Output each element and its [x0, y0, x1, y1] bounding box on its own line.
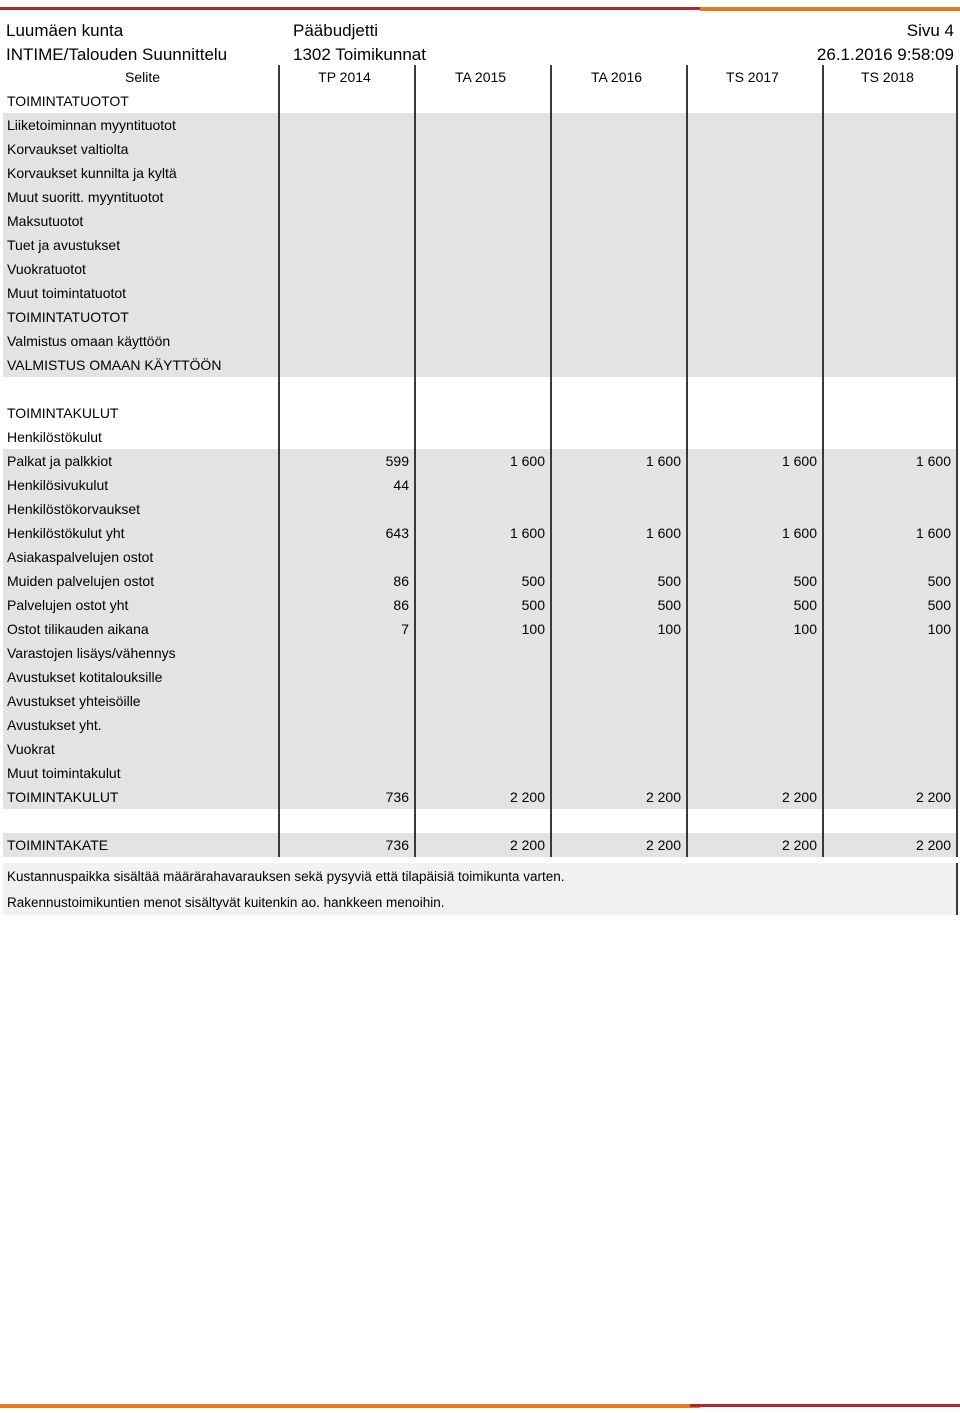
row-value	[550, 425, 686, 449]
table-row	[3, 113, 958, 137]
table-row	[3, 89, 958, 113]
row-value: 2 200	[550, 833, 686, 857]
row-value	[550, 641, 686, 665]
table-row	[3, 569, 958, 593]
row-value	[550, 545, 686, 569]
row-value	[686, 497, 822, 521]
row-value	[550, 689, 686, 713]
row-value	[414, 425, 550, 449]
row-label: Korvaukset kunnilta ja kyltä	[7, 165, 177, 181]
row-value	[822, 497, 958, 521]
table-row	[3, 833, 958, 857]
table-row	[3, 617, 958, 641]
table-row	[3, 233, 958, 257]
bottom-orange-stripe	[0, 1404, 700, 1408]
row-value: 500	[414, 593, 550, 617]
row-value	[686, 641, 822, 665]
row-value	[822, 281, 958, 305]
table-row	[3, 497, 958, 521]
row-value	[414, 89, 550, 113]
row-value	[686, 809, 822, 833]
table-row	[3, 809, 958, 833]
row-value	[822, 209, 958, 233]
table-row	[3, 257, 958, 281]
row-label: Vuokrat	[7, 741, 55, 757]
row-value	[414, 473, 550, 497]
row-value	[686, 233, 822, 257]
row-value	[278, 377, 414, 401]
row-value: 2 200	[822, 833, 958, 857]
table-row	[3, 305, 958, 329]
table-row	[3, 281, 958, 305]
bottom-decor-bar	[0, 1404, 960, 1409]
row-value	[414, 281, 550, 305]
row-value	[686, 473, 822, 497]
row-label: Muut toimintakulut	[7, 765, 121, 781]
top-decor-bar	[0, 7, 960, 12]
row-label: Tuet ja avustukset	[7, 237, 121, 253]
row-value	[278, 353, 414, 377]
row-value	[550, 713, 686, 737]
row-value	[686, 377, 822, 401]
row-value	[686, 353, 822, 377]
row-value: 1 600	[822, 521, 958, 545]
row-value: 736	[278, 833, 414, 857]
row-value	[278, 233, 414, 257]
table-row	[3, 449, 958, 473]
column-header-ts2017: TS 2017	[686, 65, 822, 89]
row-value: 1 600	[414, 521, 550, 545]
table-row	[3, 425, 958, 449]
row-value	[822, 425, 958, 449]
table-header-row	[3, 65, 958, 89]
row-value	[822, 641, 958, 665]
org-name: Luumäen kunta	[6, 21, 124, 40]
row-value	[550, 473, 686, 497]
row-value	[686, 737, 822, 761]
row-value	[414, 161, 550, 185]
row-value	[822, 737, 958, 761]
footnote: Rakennustoimikuntien menot sisältyvät kuitenkin ao. hankkeen menoihin.	[3, 889, 958, 915]
row-value	[414, 713, 550, 737]
table-row	[3, 737, 958, 761]
row-value	[414, 497, 550, 521]
column-header-selite: Selite	[124, 69, 161, 85]
row-value	[414, 137, 550, 161]
row-value: 1 600	[550, 521, 686, 545]
row-value	[278, 281, 414, 305]
row-value	[550, 401, 686, 425]
row-value	[822, 233, 958, 257]
row-value	[686, 305, 822, 329]
table-row	[3, 209, 958, 233]
row-value: 100	[686, 617, 822, 641]
row-label: Avustukset yhteisöille	[7, 693, 141, 709]
column-header-ts2018: TS 2018	[822, 65, 958, 89]
row-value	[822, 137, 958, 161]
row-value	[822, 401, 958, 425]
row-value	[278, 257, 414, 281]
row-value	[278, 185, 414, 209]
row-value	[686, 665, 822, 689]
row-value	[550, 329, 686, 353]
row-value	[822, 809, 958, 833]
row-label: TOIMINTATUOTOT	[7, 309, 129, 325]
row-value: 500	[550, 593, 686, 617]
row-label: Korvaukset valtiolta	[7, 141, 129, 157]
row-value	[550, 137, 686, 161]
row-value: 7	[278, 617, 414, 641]
row-value	[414, 305, 550, 329]
row-value: 500	[550, 569, 686, 593]
report-timestamp: 26.1.2016 9:58:09	[816, 45, 954, 64]
row-value: 1 600	[822, 449, 958, 473]
row-value	[414, 545, 550, 569]
row-value: 500	[414, 569, 550, 593]
row-value	[822, 473, 958, 497]
row-value	[550, 305, 686, 329]
row-label: Henkilöstökulut	[7, 429, 102, 445]
row-value	[822, 329, 958, 353]
row-label: Liiketoiminnan myyntituotot	[7, 117, 176, 133]
row-value	[550, 809, 686, 833]
table-row	[3, 377, 958, 401]
row-label: TOIMINTAKULUT	[7, 789, 119, 805]
row-value	[550, 737, 686, 761]
row-label: Palkat ja palkkiot	[7, 453, 113, 469]
row-value	[550, 113, 686, 137]
row-value	[822, 161, 958, 185]
row-value	[822, 353, 958, 377]
footnote: Kustannuspaikka sisältää määrärahavarauksen sekä pysyviä että tilapäisiä toimikunta varten.	[3, 863, 958, 889]
row-value	[686, 713, 822, 737]
table-row	[3, 137, 958, 161]
row-value	[414, 233, 550, 257]
table-row	[3, 761, 958, 785]
row-value	[822, 185, 958, 209]
row-value	[278, 497, 414, 521]
row-value	[278, 425, 414, 449]
row-label: Avustukset kotitalouksille	[7, 669, 163, 685]
row-value	[550, 497, 686, 521]
row-value	[414, 689, 550, 713]
row-value: 500	[822, 569, 958, 593]
row-value	[822, 305, 958, 329]
row-value	[278, 737, 414, 761]
row-value	[686, 545, 822, 569]
row-value	[414, 257, 550, 281]
row-value	[550, 233, 686, 257]
row-value	[686, 89, 822, 113]
row-value: 100	[822, 617, 958, 641]
row-value: 2 200	[686, 833, 822, 857]
row-value	[278, 305, 414, 329]
row-value	[414, 353, 550, 377]
row-value: 100	[414, 617, 550, 641]
row-value	[550, 353, 686, 377]
table-row	[3, 689, 958, 713]
row-value	[414, 737, 550, 761]
table-row	[3, 665, 958, 689]
row-value	[686, 113, 822, 137]
row-value	[686, 761, 822, 785]
row-label: Henkilöstökorvaukset	[7, 501, 141, 517]
row-value	[550, 161, 686, 185]
row-value: 736	[278, 785, 414, 809]
row-value	[414, 377, 550, 401]
row-label: Ostot tilikauden aikana	[7, 621, 149, 637]
row-value	[414, 665, 550, 689]
row-value	[550, 89, 686, 113]
row-value	[686, 281, 822, 305]
row-value: 643	[278, 521, 414, 545]
row-value	[550, 185, 686, 209]
table-row	[3, 473, 958, 497]
row-value: 86	[278, 569, 414, 593]
row-value	[686, 209, 822, 233]
row-label	[3, 809, 278, 833]
row-label: Asiakaspalvelujen ostot	[7, 549, 154, 565]
row-label: Maksutuotot	[7, 213, 84, 229]
row-label: Varastojen lisäys/vähennys	[7, 645, 176, 661]
row-value	[414, 401, 550, 425]
row-value	[278, 329, 414, 353]
row-label: Muut suoritt. myyntituotot	[7, 189, 164, 205]
row-value	[278, 809, 414, 833]
row-value: 2 200	[822, 785, 958, 809]
row-value	[278, 641, 414, 665]
row-value	[278, 401, 414, 425]
row-value	[822, 761, 958, 785]
table-row	[3, 329, 958, 353]
row-value	[686, 689, 822, 713]
row-value: 1 600	[550, 449, 686, 473]
row-value: 1 600	[414, 449, 550, 473]
row-value: 2 200	[414, 785, 550, 809]
row-value: 1 600	[686, 521, 822, 545]
row-value	[550, 281, 686, 305]
row-value: 1 600	[686, 449, 822, 473]
top-orange-stripe	[700, 7, 960, 11]
table-row	[3, 593, 958, 617]
column-header-ta2016: TA 2016	[550, 65, 686, 89]
budget-table	[3, 65, 958, 857]
row-value	[686, 161, 822, 185]
row-value: 500	[686, 593, 822, 617]
row-label: Avustukset yht.	[7, 717, 102, 733]
row-value	[278, 761, 414, 785]
row-label: TOIMINTAKULUT	[7, 405, 119, 421]
row-value	[686, 329, 822, 353]
row-value: 500	[686, 569, 822, 593]
row-value	[822, 377, 958, 401]
row-value	[686, 257, 822, 281]
footnotes	[3, 863, 958, 915]
row-label: Palvelujen ostot yht	[7, 597, 129, 613]
row-value	[414, 113, 550, 137]
row-label: Henkilöstökulut yht	[7, 525, 125, 541]
row-label: Valmistus omaan käyttöön	[7, 333, 171, 349]
table-row	[3, 161, 958, 185]
top-red-stripe	[0, 7, 720, 10]
row-value	[414, 809, 550, 833]
row-value	[822, 113, 958, 137]
row-value	[822, 257, 958, 281]
row-value	[822, 713, 958, 737]
row-value	[686, 425, 822, 449]
row-value	[278, 665, 414, 689]
row-value: 86	[278, 593, 414, 617]
row-label: Muiden palvelujen ostot	[7, 573, 155, 589]
row-value	[822, 689, 958, 713]
row-value	[822, 545, 958, 569]
unit-name: 1302 Toimikunnat	[293, 45, 426, 64]
row-value: 100	[550, 617, 686, 641]
table-row	[3, 545, 958, 569]
table-row	[3, 353, 958, 377]
row-value	[822, 89, 958, 113]
row-value	[414, 329, 550, 353]
row-value	[278, 689, 414, 713]
table-row	[3, 401, 958, 425]
row-value: 2 200	[550, 785, 686, 809]
row-value	[550, 257, 686, 281]
row-label: Henkilösivukulut	[7, 477, 109, 493]
row-value: 599	[278, 449, 414, 473]
table-row	[3, 785, 958, 809]
row-value	[278, 89, 414, 113]
row-label	[3, 377, 278, 401]
row-label: Vuokratuotot	[7, 261, 86, 277]
row-value: 2 200	[414, 833, 550, 857]
row-value	[278, 113, 414, 137]
row-value	[686, 137, 822, 161]
table-row	[3, 185, 958, 209]
row-label: VALMISTUS OMAAN KÄYTTÖÖN	[7, 357, 222, 373]
row-value	[550, 209, 686, 233]
table-row	[3, 641, 958, 665]
row-value: 44	[278, 473, 414, 497]
row-value	[278, 137, 414, 161]
bottom-red-stripe	[690, 1404, 960, 1407]
row-value	[414, 761, 550, 785]
system-name: INTIME/Talouden Suunnittelu	[6, 45, 228, 64]
report-title: Pääbudjetti	[293, 21, 379, 40]
row-value	[550, 665, 686, 689]
row-value	[822, 665, 958, 689]
table-row	[3, 521, 958, 545]
row-value	[686, 185, 822, 209]
row-label: TOIMINTATUOTOT	[7, 93, 129, 109]
row-value	[278, 209, 414, 233]
table-body	[3, 89, 958, 857]
row-label: TOIMINTAKATE	[7, 837, 109, 853]
row-value: 500	[822, 593, 958, 617]
row-value	[550, 377, 686, 401]
row-value	[278, 545, 414, 569]
column-header-tp2014: TP 2014	[278, 65, 414, 89]
row-value	[414, 209, 550, 233]
row-label: Muut toimintatuotot	[7, 285, 127, 301]
table-row	[3, 713, 958, 737]
row-value	[414, 185, 550, 209]
row-value	[414, 641, 550, 665]
row-value	[278, 713, 414, 737]
row-value	[550, 761, 686, 785]
row-value	[278, 161, 414, 185]
row-value	[686, 401, 822, 425]
page-number: Sivu 4	[906, 21, 954, 40]
row-value: 2 200	[686, 785, 822, 809]
column-header-ta2015: TA 2015	[414, 65, 550, 89]
